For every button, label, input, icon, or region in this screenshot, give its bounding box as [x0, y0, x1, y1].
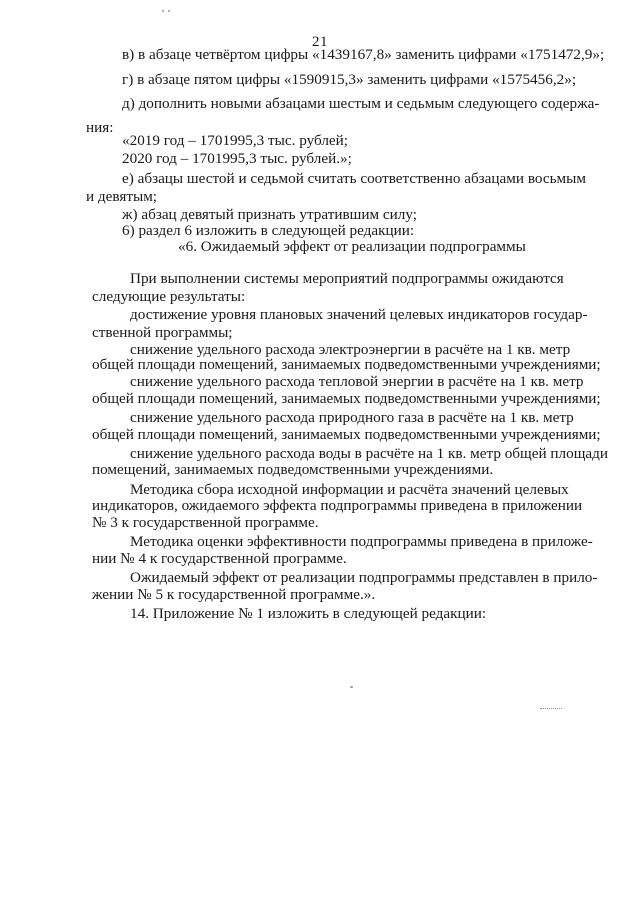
text-line: нии № 4 к государственной программе.: [92, 550, 347, 567]
text-line: достижение уровня плановых значений целевых индикаторов государ-: [130, 306, 588, 323]
text-line: общей площади помещений, занимаемых подведомственными учреждениями;: [92, 426, 601, 443]
scan-mark: [540, 708, 562, 711]
text-line: снижение удельного расхода природного газа в расчёте на 1 кв. метр: [130, 409, 574, 426]
text-line: 14. Приложение № 1 изложить в следующей редакции:: [130, 605, 487, 622]
text-line: № 3 к государственной программе.: [92, 514, 319, 531]
text-line: 6) раздел 6 изложить в следующей редакции:: [122, 222, 415, 239]
scan-speck: [350, 686, 353, 688]
scan-speck: [168, 10, 170, 12]
text-line: 2020 год – 1701995,3 тыс. рублей.»;: [122, 150, 352, 167]
text-line: «2019 год – 1701995,3 тыс. рублей;: [122, 132, 349, 149]
text-line: общей площади помещений, занимаемых подведомственными учреждениями;: [92, 390, 601, 407]
text-line: индикаторов, ожидаемого эффекта подпрограммы приведена в приложении: [92, 497, 583, 514]
text-line: снижение удельного расхода тепловой энергии в расчёте на 1 кв. метр: [130, 373, 584, 390]
text-line: Методика сбора исходной информации и расчёта значений целевых: [130, 481, 569, 498]
scan-speck: [162, 10, 164, 12]
text-line: снижение удельного расхода воды в расчёте на 1 кв. метр общей площади: [130, 445, 608, 462]
text-line: помещений, занимаемых подведомственными учреждениями.: [92, 461, 494, 478]
text-line: и девятым;: [86, 188, 158, 205]
text-line: При выполнении системы мероприятий подпрограммы ожидаются: [130, 270, 564, 287]
text-line: снижение удельного расхода электроэнергии в расчёте на 1 кв. метр: [130, 341, 571, 358]
text-line: ж) абзац девятый признать утратившим силу;: [122, 206, 417, 223]
page-number: 21: [312, 34, 328, 50]
text-line: е) абзацы шестой и седьмой считать соответственно абзацами восьмым: [122, 170, 586, 187]
text-line: ственной программы;: [92, 324, 233, 341]
text-line: в) в абзаце четвёртом цифры «1439167,8» заменить цифрами «1751472,9»;: [122, 46, 605, 63]
text-line: г) в абзаце пятом цифры «1590915,3» заменить цифрами «1575456,2»;: [122, 71, 577, 88]
text-line: д) дополнить новыми абзацами шестым и седьмым следующего содержа-: [122, 95, 600, 112]
text-line: следующие результаты:: [92, 288, 246, 305]
text-line: Ожидаемый эффект от реализации подпрограммы представлен в прило-: [130, 569, 598, 586]
text-line: общей площади помещений, занимаемых подведомственными учреждениями;: [92, 356, 601, 373]
text-line: ния:: [86, 119, 114, 136]
text-line: Методика оценки эффективности подпрограммы приведена в приложе-: [130, 533, 593, 550]
section-heading: «6. Ожидаемый эффект от реализации подпрограммы: [178, 238, 526, 255]
text-line: жении № 5 к государственной программе.».: [92, 586, 376, 603]
